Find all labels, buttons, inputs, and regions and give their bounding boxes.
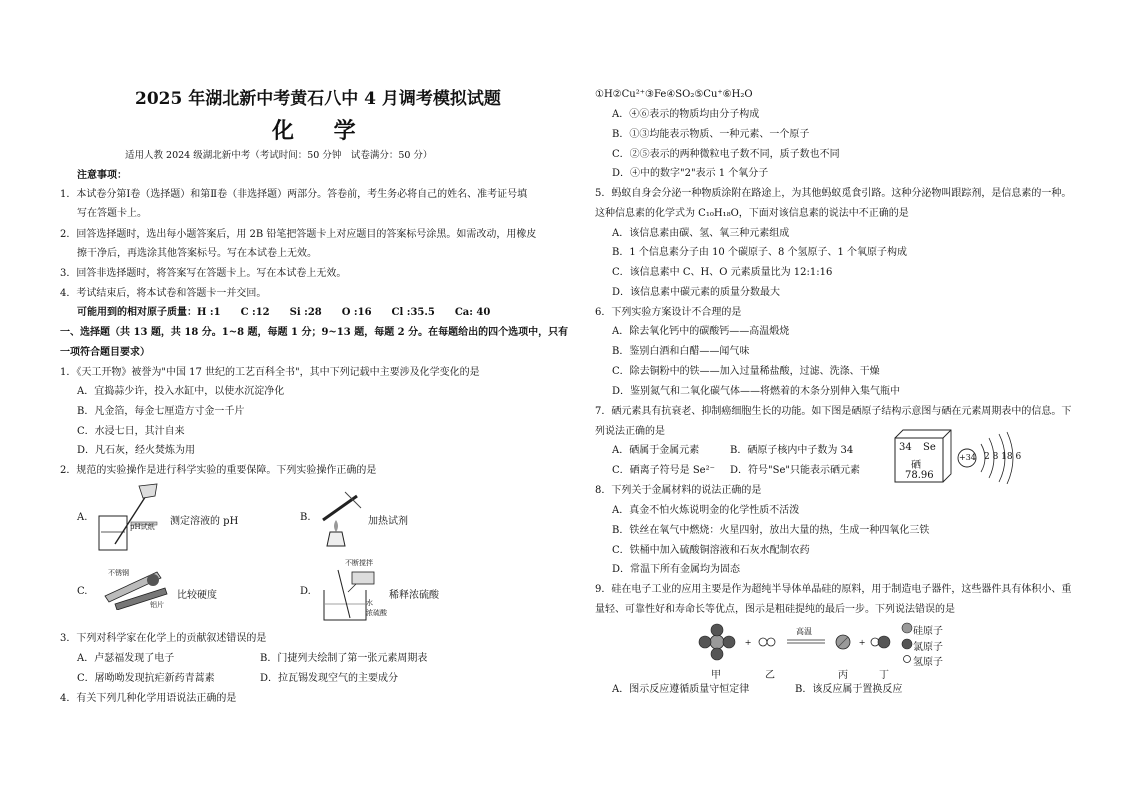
atomic-number: 34 xyxy=(899,442,912,453)
q9-option-b: B．该反应属于置换反应 xyxy=(795,684,903,695)
question-9-stem-cont: 量轻、可靠性好和寿命长等优点，图示是粗硅提纯的最后一步。下列说法错误的是 xyxy=(595,604,955,615)
question-5-stem: 5．蚂蚁自身会分泌一种物质涂附在路途上，为其他蚂蚁觅食引路。这种分泌物叫跟踪剂，是信息素的一种。 xyxy=(595,188,1072,199)
water-label: 水 xyxy=(366,599,373,607)
q4-option-c: C．②⑤表示的两种微粒电子数不同，质子数也不同 xyxy=(612,149,840,160)
q6-option-a: A．除去氧化钙中的碳酸钙——高温煅烧 xyxy=(612,326,790,337)
q7-option-b: B．硒原子核内中子数为 34 xyxy=(730,445,854,456)
legend-silicon: 硅原子 xyxy=(913,626,943,637)
q4-symbol-list: ①H②Cu²⁺③Fe④SO₂⑤Cu⁺⑥H₂O xyxy=(595,89,753,100)
nucleus-charge: +34 xyxy=(959,453,976,462)
q5-option-b: B．1 个信息素分子由 10 个碳原子、8 个氢原子、1 个氧原子构成 xyxy=(612,247,908,258)
atomic-mass: 78.96 xyxy=(905,470,934,481)
q3-option-a: A．卢瑟福发现了电子 xyxy=(77,653,175,664)
conc-acid-label: 浓硫酸 xyxy=(366,609,387,617)
q2-option-d-letter: D. xyxy=(300,586,311,597)
reaction-diagram xyxy=(695,620,935,666)
question-1-stem: 1．《天工开物》被誉为"中国 17 世纪的工艺百科全书"，其中下列记载中主要涉及化学变化的是 xyxy=(60,367,480,378)
section-heading: 一、选择题（共 13 题，共 18 分。1~8 题，每题 1 分；9~13 题，每题 2 分。在每题给出的四个选项中，只有 xyxy=(60,327,569,338)
question-7-stem-cont: 列说法正确的是 xyxy=(595,426,665,437)
aluminum-sheet-label: 铝片 xyxy=(150,601,164,609)
element-name: 硒 xyxy=(911,460,921,471)
atomic-masses: 可能用到的相对原子质量：H :1 C :12 Si :28 O :16 Cl :35.5 Ca: 40 xyxy=(77,307,491,318)
notice-line: 写在答题卡上。 xyxy=(77,208,147,219)
q2-option-c-letter: C. xyxy=(77,586,88,597)
question-2-stem: 2．规范的实验操作是进行科学实验的重要保障。下列实验操作正确的是 xyxy=(60,465,377,476)
q3-option-d: D．拉瓦锡发现空气的主要成分 xyxy=(260,673,399,684)
q1-option-c: C．水浸七日，其汁自来 xyxy=(77,426,185,437)
q9-option-a: A．图示反应遵循质量守恒定律 xyxy=(612,684,750,695)
q4-option-d: D．④中的数字"2"表示 1 个氧分子 xyxy=(612,168,769,179)
reactant-2-label: 乙 xyxy=(765,670,775,681)
question-6-stem: 6．下列实验方案设计不合理的是 xyxy=(595,307,742,318)
q6-option-c: C．除去铜粉中的铁——加入过量稀盐酸，过滤、洗涤、干燥 xyxy=(612,366,880,377)
q1-option-d: D．凡石灰，经火焚炼为用 xyxy=(77,445,196,456)
notice-line: 擦干净后，再选涂其他答案标号。写在本试卷上无效。 xyxy=(77,248,317,259)
heating-test-tube-illustration xyxy=(315,486,365,552)
q7-option-c: C．硒离子符号是 Se²⁻ xyxy=(612,465,715,476)
reaction-condition: 高温 xyxy=(796,627,812,636)
question-7-stem: 7．硒元素具有抗衰老、抑制癌细胞生长的功能。如下图是硒原子结构示意图与硒在元素周期表中的信息。下 xyxy=(595,406,1072,417)
q5-option-a: A．该信息素由碳、氢、氧三种元素组成 xyxy=(612,228,790,239)
stir-label: 不断搅拌 xyxy=(345,559,373,567)
section-heading-cont: 一项符合题目要求） xyxy=(60,347,150,358)
question-8-stem: 8．下列关于金属材料的说法正确的是 xyxy=(595,485,762,496)
q5-option-c: C．该信息素中 C、H、O 元素质量比为 12:1:16 xyxy=(612,267,833,278)
q2-option-d-caption: 稀释浓硫酸 xyxy=(389,590,439,601)
electron-shells: 2 8 18 6 xyxy=(984,452,1022,462)
reactant-1-label: 甲 xyxy=(711,670,721,681)
q2-option-b-letter: B. xyxy=(300,512,311,523)
q7-option-a: A．硒属于金属元素 xyxy=(612,445,700,456)
svg-text:+: + xyxy=(859,637,866,649)
legend-chlorine: 氯原子 xyxy=(913,642,943,653)
q1-option-a: A．宜捣蒜少许，投入水缸中，以使水沉淀净化 xyxy=(77,386,285,397)
product-1-label: 丙 xyxy=(838,670,848,681)
q7-option-d: D．符号"Se"只能表示硒元素 xyxy=(730,465,860,476)
question-4-stem: 4．有关下列几种化学用语说法正确的是 xyxy=(60,693,237,704)
question-5-stem-cont: 这种信息素的化学式为 C₁₀H₁₈O，下面对该信息素的说法中不正确的是 xyxy=(595,208,909,219)
q8-option-d: D．常温下所有金属均为固态 xyxy=(612,564,741,575)
notice-line: 3．回答非选择题时，将答案写在答题卡上。写在本试卷上无效。 xyxy=(60,268,347,279)
product-2-label: 丁 xyxy=(879,670,889,681)
q3-option-b: B．门捷列夫绘制了第一张元素周期表 xyxy=(260,653,428,664)
ph-test-illustration xyxy=(95,482,165,554)
ph-paper-label: pH试纸 xyxy=(130,523,155,531)
stainless-steel-label: 不锈钢 xyxy=(108,569,129,577)
notice-heading: 注意事项： xyxy=(77,170,127,181)
q5-option-d: D．该信息素中碳元素的质量分数最大 xyxy=(612,287,781,298)
q6-option-d: D．鉴别氮气和二氧化碳气体——将燃着的木条分别伸入集气瓶中 xyxy=(612,386,901,397)
q4-option-a: A．④⑥表示的物质均由分子构成 xyxy=(612,109,760,120)
q6-option-b: B．鉴别白酒和白醋——闻气味 xyxy=(612,346,750,357)
exam-title: 2025 年湖北新中考黄石八中 4 月调考模拟试题 xyxy=(135,89,501,109)
q2-option-a-caption: 测定溶液的 pH xyxy=(170,516,239,527)
legend-hydrogen: 氢原子 xyxy=(913,657,943,668)
q1-option-b: B．凡金箔，每金七厘造方寸金一千片 xyxy=(77,406,245,417)
notice-line: 1．本试卷分第Ⅰ卷（选择题）和第Ⅱ卷（非选择题）两部分。答卷前，考生务必将自己的姓名、准考证号填 xyxy=(60,189,528,200)
notice-line: 4．考试结束后，将本试卷和答题卡一并交回。 xyxy=(60,288,267,299)
element-symbol: Se xyxy=(923,442,936,453)
q3-option-c: C．屠呦呦发现抗疟新药青蒿素 xyxy=(77,673,215,684)
q4-option-b: B．①③均能表示物质、一种元素、一个原子 xyxy=(612,129,810,140)
q2-option-c-caption: 比较硬度 xyxy=(177,590,217,601)
svg-text:+: + xyxy=(745,637,752,649)
q2-option-b-caption: 加热试剂 xyxy=(368,516,408,527)
question-3-stem: 3．下列对科学家在化学上的贡献叙述错误的是 xyxy=(60,633,267,644)
notice-line: 2．回答选择题时，选出每小题答案后，用 2B 铅笔把答题卡上对应题目的答案标号涂黑。如需改动，用橡皮 xyxy=(60,229,537,240)
q8-option-b: B．铁丝在氧气中燃烧：火星四射，放出大量的热，生成一种四氧化三铁 xyxy=(612,525,930,536)
subject-title: 化 学 xyxy=(272,118,372,144)
q2-option-a-letter: A. xyxy=(77,512,88,523)
q8-option-c: C．铁桶中加入硫酸铜溶液和石灰水配制农药 xyxy=(612,545,810,556)
question-9-stem: 9．硅在电子工业的应用主要是作为超纯半导体单晶硅的原料，用于制造电子器件，这些器件具有体积小、重 xyxy=(595,584,1072,595)
q8-option-a: A．真金不怕火炼说明金的化学性质不活泼 xyxy=(612,505,800,516)
exam-info: 适用人教 2024 级湖北新中考（考试时间：50 分钟 试卷满分：50 分） xyxy=(125,150,433,161)
